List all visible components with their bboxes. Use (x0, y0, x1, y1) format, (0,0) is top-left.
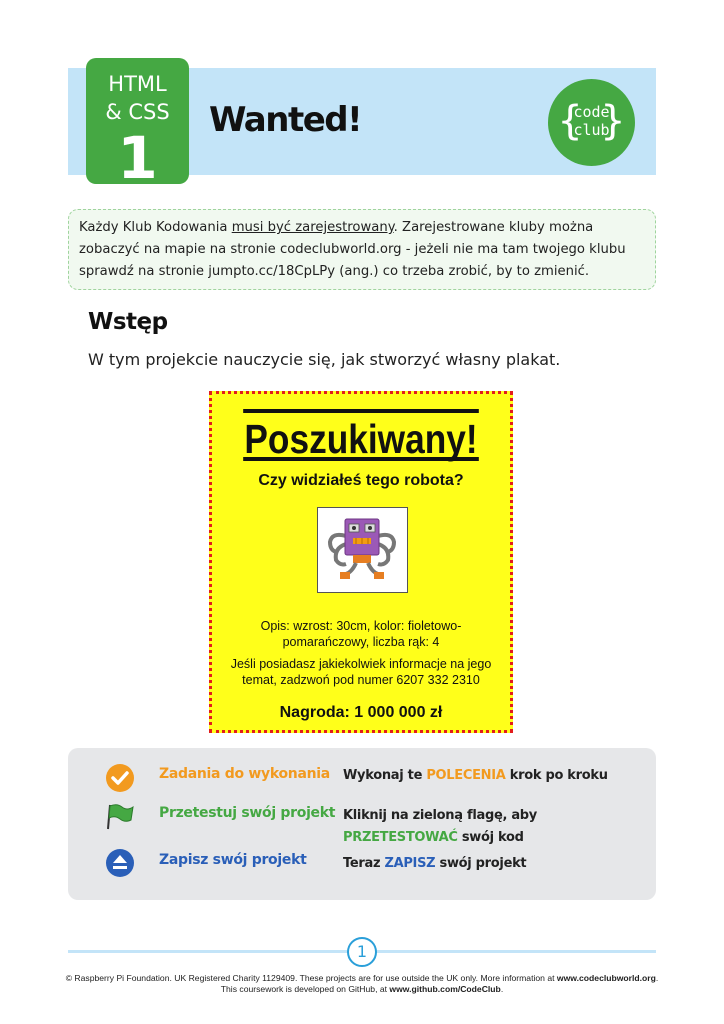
legend-desc-save-end: swój projekt (435, 856, 527, 871)
legend-desc-tasks (343, 765, 608, 787)
intro-text: W tym projekcie nauczycie się, jak stworzyć własny plakat. (88, 350, 561, 369)
legal-text-1: © Raspberry Pi Foundation. UK Registered Charity 1129409. These projects are for use outside the UK only. More information at (65, 973, 557, 983)
legal-end-2: . (500, 984, 504, 994)
check-icon (105, 763, 135, 793)
legend-desc-tasks-start: Wykonaj te (343, 768, 427, 783)
page-number: 1 (347, 937, 377, 967)
legend-desc-test (343, 805, 537, 849)
poster-description: Opis: wzrost: 30cm, kolor: fioletowo-pomarańczowy, liczba rąk: 4 (260, 619, 462, 649)
poster-contact: Jeśli posiadasz jakiekolwiek informacje na jego temat, zadzwoń pod numer 6207 332 2310 (230, 657, 492, 687)
code-club-logo (548, 79, 635, 166)
poster-subtitle: Czy widziałeś tego robota? (258, 472, 464, 489)
legal-link-github[interactable]: www.github.com/CodeClub (389, 984, 501, 994)
legend-desc-tasks-highlight: POLECENIA (426, 768, 506, 783)
level-category-suffix: & CSS (105, 100, 170, 124)
legend-desc-tasks-end: krok po kroku (505, 768, 608, 783)
registration-notice (68, 209, 656, 290)
legend-desc-save-start: Teraz (343, 856, 385, 871)
poster-title: Poszukiwany! (243, 409, 479, 461)
legend-desc-test-end: swój kod (457, 830, 524, 845)
legend-desc-save (343, 853, 526, 875)
legal-end-1: . (655, 973, 659, 983)
level-number: 1 (117, 124, 158, 192)
logo-word-club: club (573, 121, 610, 139)
legal-text-2: This coursework is developed on GitHub, at (220, 984, 390, 994)
legend-label-save: Zapisz swój projekt (159, 852, 307, 868)
notice-link[interactable]: musi być zarejestrowany (231, 220, 394, 235)
legend-box (68, 748, 656, 900)
poster-reward: Nagroda: 1 000 000 zł (279, 704, 443, 721)
robot-icon (318, 508, 406, 591)
wanted-poster (209, 391, 513, 733)
logo-right-brace: } (600, 98, 625, 144)
green-flag-icon (105, 801, 135, 831)
page-title: Wanted! (209, 100, 362, 140)
legal-line-1 (0, 973, 724, 984)
logo-word-code: code (573, 103, 610, 121)
logo-left-brace: { (558, 98, 583, 144)
legend-desc-save-highlight: ZAPISZ (384, 856, 436, 871)
legal-line-2 (0, 984, 724, 995)
level-category: HTML (108, 72, 167, 96)
legend-desc-test-highlight: PRZETESTOWAĆ (343, 830, 458, 845)
legend-desc-test-start: Kliknij na zieloną flagę, aby (343, 808, 537, 823)
notice-text-end: . Zarejestrowane kluby można zobaczyć na mapie na stronie codeclubworld.org - jeżeli nie ma tam twojego klubu sprawdź na stronie jumpto.cc/18CpLPy (ang.) co trzeba zrobić, by to zmienić. (79, 220, 626, 279)
notice-text-start: Każdy Klub Kodowania (79, 220, 232, 235)
section-heading: Wstęp (88, 309, 168, 335)
save-icon (105, 848, 135, 878)
legend-label-test: Przetestuj swój projekt (159, 805, 336, 821)
robot-image-frame (317, 507, 408, 593)
legend-label-tasks: Zadania do wykonania (159, 766, 330, 782)
legal-link-codeclubworld[interactable]: www.codeclubworld.org (556, 973, 656, 983)
level-badge (86, 58, 189, 192)
